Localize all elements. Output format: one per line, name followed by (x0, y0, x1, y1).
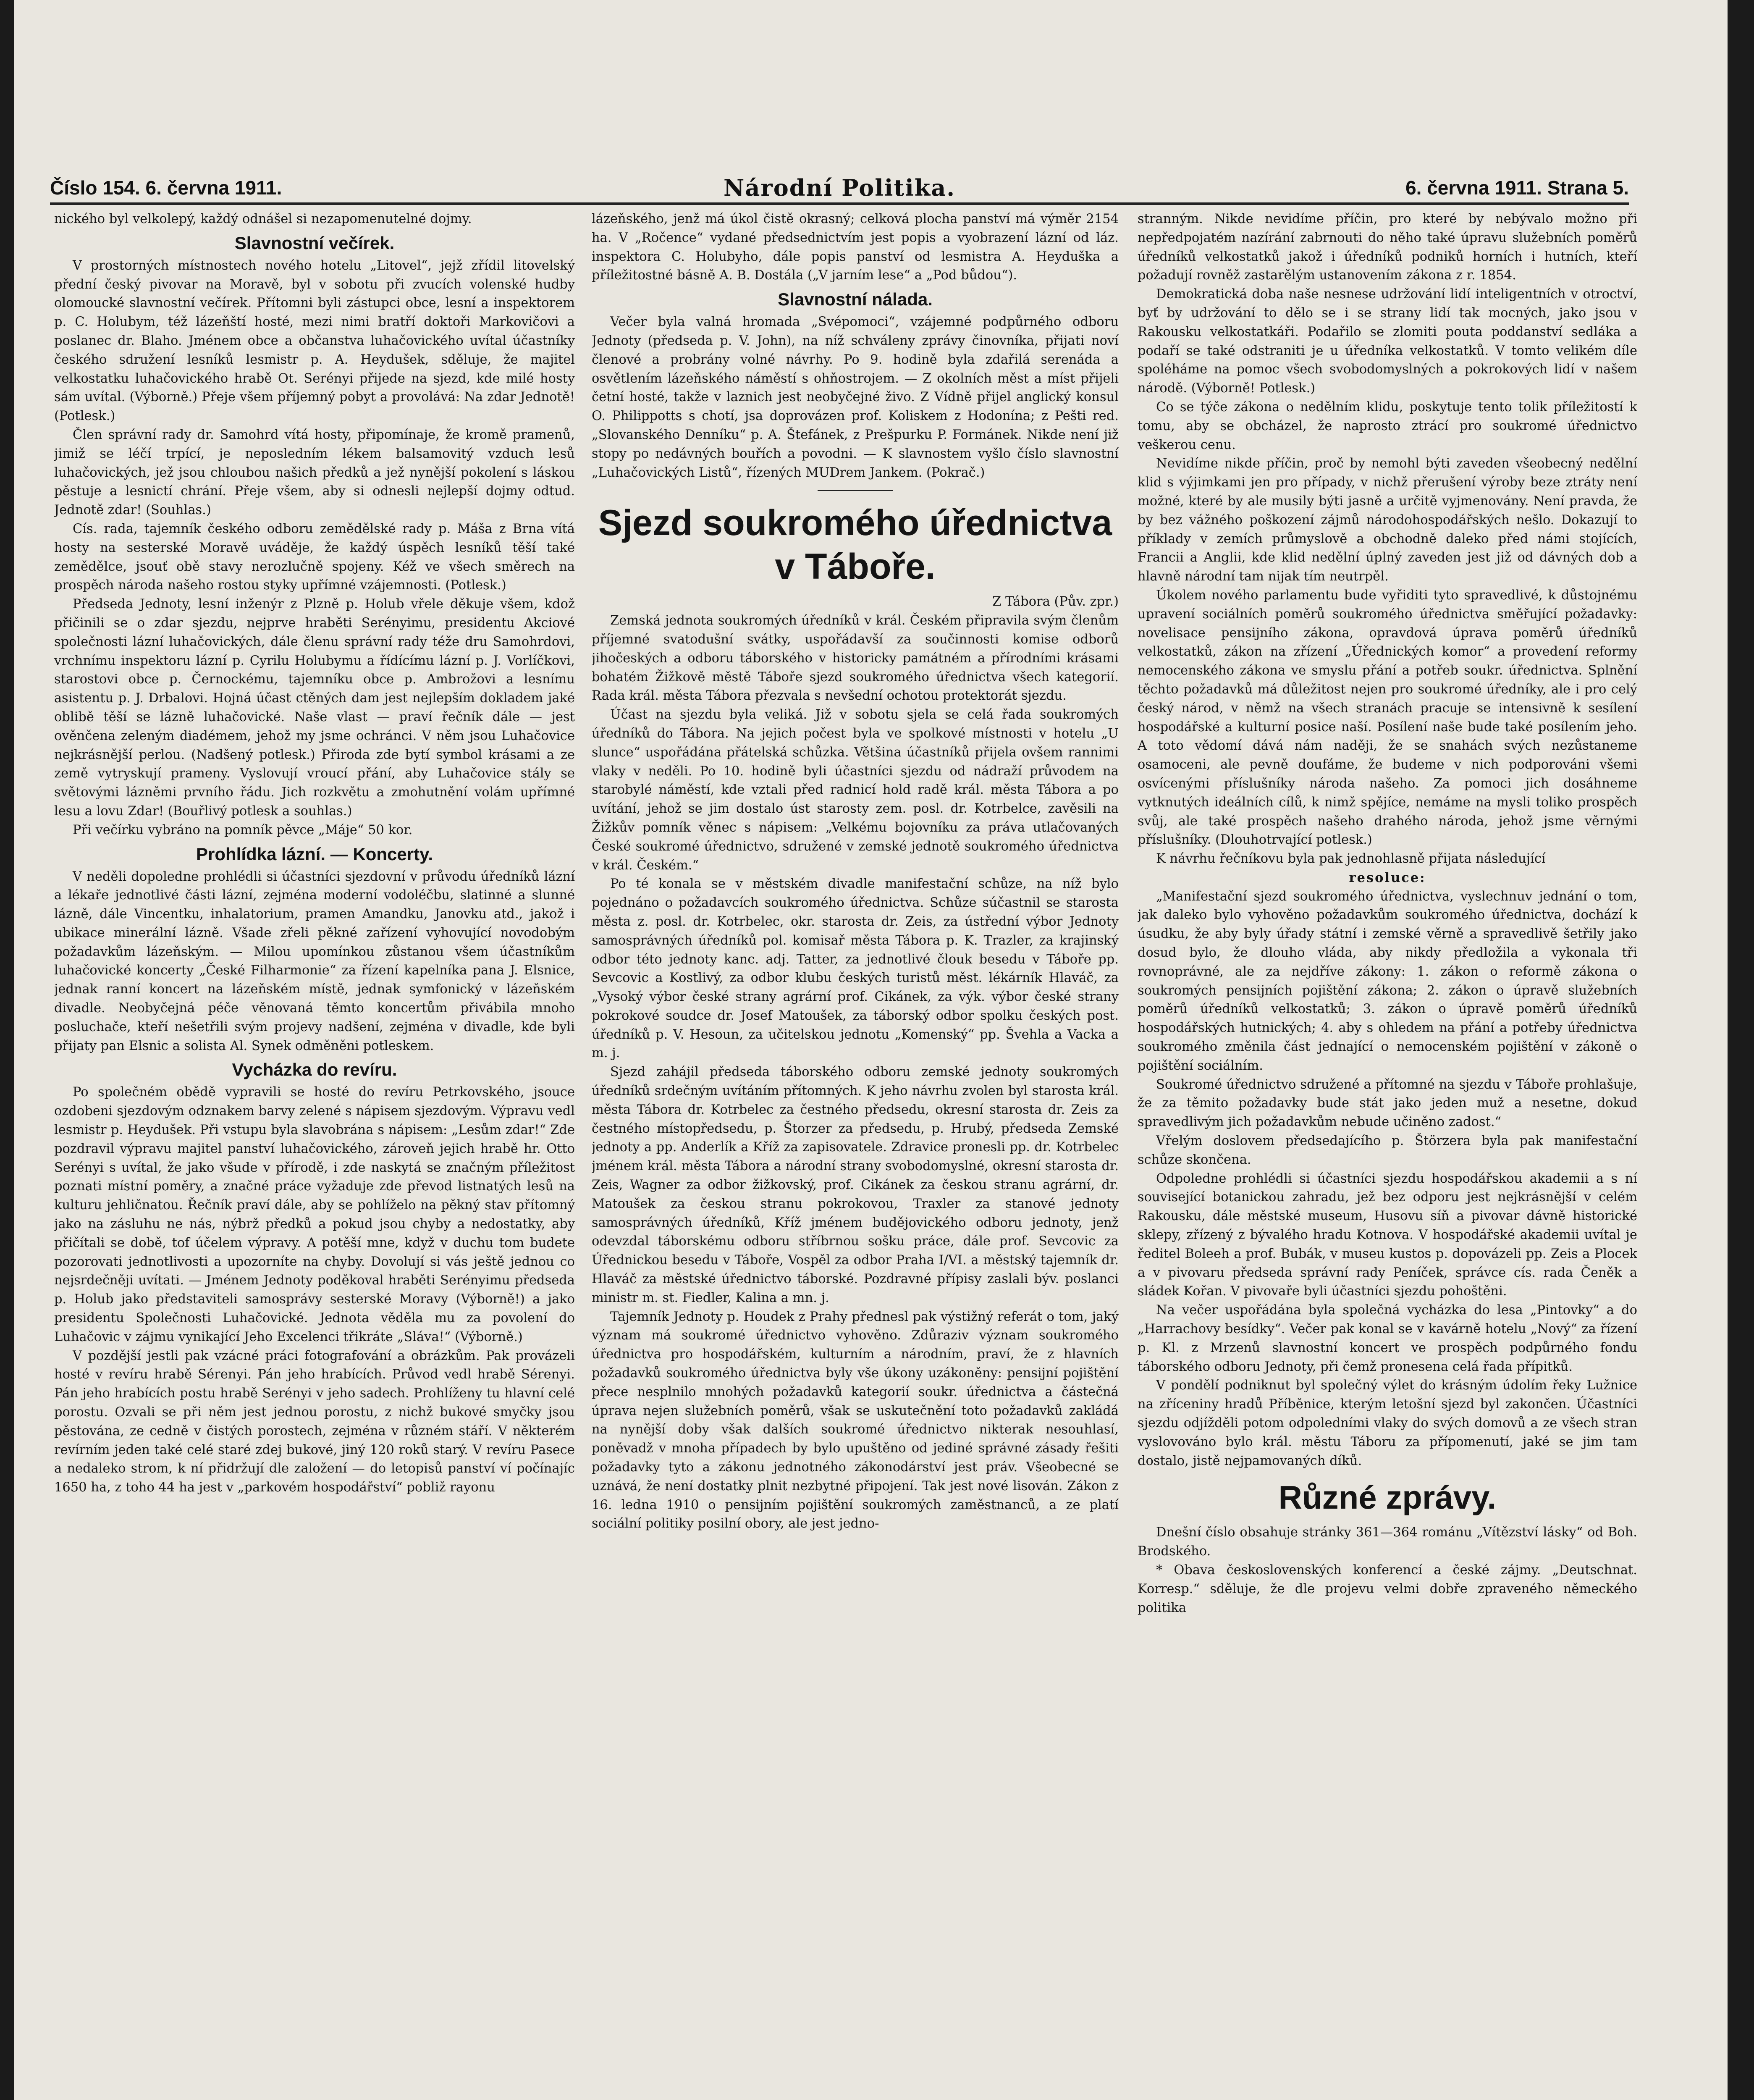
paragraph: V neděli dopoledne prohlédli si účastníci sjezdovní v průvodu úředníků lázní a lékaře jednotlivé části lázní, zejména moderní vodoléčbu, slatinné a slunné lázně, dále Vincentku, inhalatorium, pramen Amandku, Janovku atd., jakož i ubikace minerální lázně. Všade zřeli pěkné zařízení vyhovující novodobým požadavkům lázeňským. — Milou upomínkou zůstanou všem účastníkům luhačovické koncerty „České Filharmonie“ za řízení kapelníka pana J. Elsnice, jednak ranní koncert na lázeňském místě, jednak symfonický v lázeňském divadle. Neobyčejná péče věnovaná těmto koncertům přivábila mnoho posluchače, kteří nešetřili svým projevy nadšení, zejména v divadle, kde byli přijaty pan Elsnic a solista Al. Synek odměněni potleskem. (54, 869, 575, 1053)
paragraph: Účast na sjezdu byla veliká. Již v sobotu sjela se celá řada soukromých úředníků do Tábora. Na jejich počest byla ve spolkové místnosti v hotelu „U slunce“ uspořádána přátelská schůzka. Většina účastníků přijela ovšem rannimi vlaky v neděli. Po 10. hodině byli účastníci sjezdu od nádraží průvodem na starobylé náměstí, kde vztali před radnicí hold radě král. města Tábora a po uvítání, jehož se jim dostalo úst starosty zem. posl. dr. Kotrbelce, zavěsili na Žižkův pomník věnec s nápisem: „Velkému bojovníku za práva utlačovaných České soukromé úřednictvo, sdružené v zemské jednotě soukromého úřednictva v král. Českém.“ (592, 707, 1119, 873)
paragraph: Na večer uspořádána byla společná vycházka do lesa „Pintovky“ a do „Harrachovy besídky“. Večer pak konal se v kavárně hotelu „Nový“ za řízení p. Kl. z Mrzenů slavnostní koncert ve prospěch podpůrného fondu táborského odboru Jednoty, při čemž pronesena celá řada přípitků. (1138, 1303, 1637, 1374)
paragraph: Večer byla valná hromada „Svépomoci“, vzájemné podpůrného odboru Jednoty (předseda p. V. John), na níž schváleny zprávy činovníka, přijati noví členové a probrány volné návrhy. Po 9. hodině byla zdařilá serenáda a osvětlením lázeňského náměstí s ohňostrojem. — Z okolních měst a míst přijeli četní hosté, takže v laznich jest neobyčejné živo. Z Vídně přijel anglický konsul O. Philippotts s chotí, jsa doprovázen prof. Koliskem z Hodonína; z Pešti red. „Slovanského Denníku“ p. A. Štefánek, z Prešpurku P. Formánek. Nikde není již stopy po nedávných bouřích a povodni. — K slavnostem vyšlo číslo slavnostní „Luhačovických Listů“, řízených MUDrem Jankem. (Pokrač.) (592, 315, 1119, 480)
byline: Z Tábora (Pův. zpr.) (992, 594, 1119, 609)
masthead: Národní Politika. (723, 174, 955, 201)
paragraph: Úkolem nového parlamentu bude vyřiditi tyto spravedlivé, k důstojnému upravení sociálních poměrů soukromého úřednictva směřující požadavky: novelisace pensijního zákona, opravdová úprava poměrů úředníků velkostatků, zákon na zřízení „Úřednických komor“ a provedení reformy nemocenského zákona ve smyslu přání a potřeb soukr. úřednictva. Splnění těchto požadavků má důležitost nejen pro soukromé úředníky, ale i pro celý český národ, v němž na všech stranách pracuje se intensivně k sesílení hospodářské a kulturní posice naší. Posílení naše bude také posílením jeho. A toto vědomí dává nám naději, že se snahách svých nezůstaneme osamoceni, ale pevně doufáme, že budeme v nich podporováni všemi osvícenými příslušníky národa našeho. Za pomoci jich dosáhneme vytknutých ideálních cílů, k nimž spějíce, nemáme na mysli toliko prospěch svůj, ale také prospěch našeho drahého národa, jehož jsme věrnými příslušníky. (Dlouhotrvající potlesk.) (1138, 588, 1637, 848)
paragraph: Při večírku vybráno na pomník pěvce „Máje“ 50 kor. (73, 822, 413, 837)
section-heading: Slavnostní večírek. (234, 233, 395, 253)
article-title: Sjezd soukromého úřednictva v Táboře. (598, 503, 1112, 587)
section-heading: Slavnostní nálada. (778, 289, 933, 310)
paragraph: V pondělí podniknut byl společný výlet do krásným údolím řeky Lužnice na zříceniny hradů Příběnice, kterým letošní sjezd byl zakončen. Účastníci sjezdu odjížděli potom odpoledními vlaky do svých domovů a ze všech stran vyslovováno bylo král. městu Táboru za přípomenutí, jaké se jim tam dostalo, jistě nejpamovaných díků. (1138, 1378, 1637, 1468)
header-rule (50, 202, 1629, 205)
paragraph: Zemská jednota soukromých úředníků v král. Českém připravila svým členům příjemné svatodušní svátky, uspořádavší za součinnosti komise odborů jihočeských a odboru táborského v historicky památném a přírodními krásami bohatém Žižkově městě Táboře sjezd soukromého úřednictva všech kategorií. Rada král. města Tábora přezvala s nevšední ochotou protektorát sjezdu. (592, 613, 1119, 704)
paragraph: V pozdější jestli pak vzácné práci fotografování a obrázkům. Pak provázeli hosté v revíru hrabě Sérenyi. Pán jeho hrabících. Průvod vedl hrabě Sérenyi. Pán jeho hrabících postu hrabě Serényi v jeho sadech. Prohlíženy tu hlavní celé porostu. Ozvali se při něm jest jednou porostu, z nichž bukové smyčky jsou pěstována, ze cedně v čistých porostech, zejména v různém stáří. V některém revírním jeden také celé staré zdej bukové, jiný 120 roků starý. V revíru Pasece a nedaleko strom, k ní přidržují dle založení — do letopisů panství ví počínajíc 1650 ha, z toho 44 ha jest v „parkovém hospodářství“ pobliž rayonu (54, 1348, 575, 1495)
paragraph: Demokratická doba naše nesnese udržování lidí inteligentních v otroctví, byť by udržování to dělo se i se strany lidí tak mocných, jako jsou v Rakousku velkostatkáři. Podařilo se zlomiti pouta poddanství sedláka a podaří se také odstraniti je u úředníka velkostatků. V tomto velikém díle spoléháme na pomoc všech svobodomyslných a pokrokových lidí v našem národě. (Výborně! Potlesk.) (1138, 287, 1637, 396)
section-heading: Vycházka do revíru. (232, 1060, 397, 1080)
page-header (50, 168, 1629, 206)
paragraph: Co se týče zákona o nedělním klidu, poskytuje tento tolik příležitostí k tomu, aby se obcházel, že naprosto ztrácí pro soukromé úřednictvo veškerou cenu. (1138, 399, 1637, 452)
paragraph: Soukromé úřednictvo sdružené a přítomné na sjezdu v Táboře prohlašuje, že za těmito požadavky bude stát jako jeden muž a nesetne, dokud spravedlivým jich požadavkům nebude učiněno zadost.“ (1138, 1077, 1637, 1130)
paragraph: * Obava československých konferencí a české zájmy. „Deutschnat. Korresp.“ sděluje, že dle projevu velmi dobře zpraveného německého politika (1138, 1562, 1637, 1615)
date-page-right: 6. června 1911. Strana 5. (1405, 177, 1629, 199)
paragraph: Sjezd zahájil předseda táborského odboru zemské jednoty soukromých úředníků srdečným uvítáním přítomných. K jeho návrhu zvolen byl starosta král. města Tábora dr. Kotrbelec za čestného předsedu, okresní starosta dr. Zeis za čestného místopředsedu, p. Štorzer za předsedu, p. Hrubý, předseda Zemské jednoty a pp. Anderlík a Kříž za zapisovatele. Zdravice pronesli pp. dr. Kotrbelec jménem král. města Tábora a národní strany svobodomyslné, okresní starosta dr. Zeis, Wagner za odbor žižkovský, prof. Cikánek za českou stranu agrární, dr. Matoušek za českou stranu pokrokovou, Traxler za stanové jednoty samosprávných úředníků, Kříž jménem budějovického odboru jednoty, jenž odevzdal táborskému odboru stříbrnou sošku práce, dále prof. Sevcovic za Úřednickou besedu v Táboře, Vospěl za odbor Praha I/VI. a městský tajemník dr. Hlaváč za městské úřednictvo táborské. Pozdravné přípisy zaslali býv. poslanci ministr m. st. Fiedler, Kalina a mn. j. (592, 1065, 1119, 1305)
paragraph: lázeňského, jenž má úkol čistě okrasný; celková plocha panství má výměr 2154 ha. V „Ročence“ vydané předsednictvím jest popis a vyobrazení lázní od láz. inspektora C. Holubyho, dále popis panství od lesmistra A. Heyduška a příležitostné básně A. B. Dostála („V jarním lese“ a „Pod bůdou“). (592, 212, 1119, 283)
paragraph: Po společném obědě vypravili se hosté do revíru Petrkovského, jsouce ozdobeni sjezdovým odznakem barvy zelené s nápisem sjezdovým. Výpravu vedl lesmistr p. Heydušek. Při vstupu byla slavobrána s nápisem: „Lesům zdar!“ Zde pozdravil výpravu majitel panství luhačovického, zároveň jejich hrabě hr. Otto Serényi s uvítal, že jako všude v přírodě, i zde naskytá se značným příležitost poznati místní poměry, a značné práce vyžaduje zde převod listnatých lesů na kulturu jehličnatou. Řečník praví dále, aby se pohlíželo na pěkný stav přítomný jako na zásluhu ne nás, nýbrž předků a pokud jsou chyby a nedostatky, aby přičítali se době, tof účelem výpravy. A potěší mne, když v duchu tom budete pozorovati jednotlivosti a upozorníte na chyby. Dovolují si vás ještě jednou co nejsrdečněji uvítati. — Jménem Jednoty poděkoval hraběti Serényimu předseda p. Holub jako představiteli samosprávy sesterské Moravy (Výborně!) a jako presidentu Společnosti Luhačovické. Jednota věděla mu za povolení do Luhačovic v zájmu vynikající Jeho Excelenci třikráte „Sláva!“ (Výborně.) (54, 1085, 575, 1344)
section-heading: Prohlídka lázní. — Koncerty. (196, 844, 433, 864)
column-2 (592, 210, 1119, 2100)
newspaper-page (14, 0, 1728, 2100)
paragraph: V prostorných místnostech nového hotelu „Litovel“, jejž zřídil litovelský přední český pivovar na Moravě, byl v sobotu při zvucích volenské hudby olomoucké slavnostní večírek. Přítomni byli zástupci obce, lesní a inspektorem p. C. Holubym, též lázeňští hosté, mezi nimi bratří doktoři Markovičovi a poslanec dr. Blaho. Jménem obce a občanstva luhačovického uvítal účastníky českého sdružení lesníků lesmistr p. A. Heydušek, sděluje, že majitel velkostatku luhačovického hrabě Ot. Serényi přijede na sjezd, kde milé hosty sám uvítal. (Výborně.) Přeje všem příjemný pobyt a provolává: Na zdar Jednotě! (Potlesk.) (54, 258, 575, 424)
divider (818, 490, 893, 491)
paragraph: Po té konala se v městském divadle manifestační schůze, na níž bylo pojednáno o požadavcích soukromého úřednictva. Schůze súčastnil se starosta města z. posl. dr. Kotrbelec, okr. starosta dr. Zeis, za ústřední výbor Jednoty samosprávných úředníků pol. komisař města Tábora p. K. Trazler, za krajinský odbor této jednoty kanc. adj. Tatter, za jednotlivé člouk besedu v Táboře pp. Sevcovic a Kostlivý, za odbor klubu českých turistů měst. lékárník Hlaváč, za „Vysoký výbor české strany agrární prof. Cikánek, za výk. výbor české strany pokrokové soudce dr. Josef Matoušek, za táborský odbor spolku českých post. úředníků p. V. Hesoun, za učitelskou jednotu „Komenský“ pp. Švehla a Vacka a m. j. (592, 877, 1119, 1061)
paragraph: K návrhu řečníkovu byla pak jednohlasně přijata následující (1156, 851, 1546, 866)
paragraph: Nevidíme nikde příčin, proč by nemohl býti zaveden všeobecný nedělní klid s výjimkami jen pro případy, v nichž přerušení výroby beze ztráty není možné, které by ale musily býti jasně a určitě vyjmenovány. Není pravda, že by bez vážného poškození zájmů národohospodářských nešlo. Dokazují to příklady v zemích průmyslově a obchodně daleko před námi stojících, Francii a Anglii, kde klid nedělní úplný zaveden jest již od dávných dob a hlavně národní tam nijak tím neutrpěl. (1138, 456, 1637, 584)
resolution-heading: resoluce: (1349, 870, 1426, 885)
paragraph: Odpoledne prohlédli si účastníci sjezdu hospodářskou akademii a s ní související botanickou zahradu, jež bez odporu jest nejkrásnější v celém Rakousku, dále městské museum, Husovu síň a pivovar dávně historické sklepy, zřízený z bývalého hradu Kotnova. V hospodářské akademii uvítal je ředitel Boleeh a prof. Bubák, v museu kustos p. dopovázeli pp. Zeis a Plocek a v pivovaru předseda správní rady Peníček, správce cís. rada Čeněk a sládek Kořan. V pivovaře byli účastníci sjezdu pohoštěni. (1138, 1171, 1637, 1299)
section-title: Různé zprávy. (1278, 1479, 1497, 1516)
paragraph: Vřelým doslovem předsedajícího p. Štörzera byla pak manifestační schůze skončena. (1138, 1134, 1637, 1167)
paragraph: stranným. Nikde nevidíme příčin, pro které by nebývalo možno při nepředpojatém nazírání zabrnouti do něho také úpravu služebních poměrů úředníků velkostatků jakož i úředníků podniků horních i hutních, kteří požadují rovněž zastarělým ustanovením zákona z r. 1854. (1138, 212, 1637, 283)
paragraph: Cís. rada, tajemník českého odboru zemědělské rady p. Máša z Brna vítá hosty na sesterské Moravě uváděje, že každý úspěch lesníků těší také zemědělce, jsouť obě stavy nerozlučně spojeny. Kéž ve všech směrech na prospěch národa našeho rostou styky upřímné vzájemnosti. (Potlesk.) (54, 521, 575, 593)
paragraph: „Manifestační sjezd soukromého úřednictva, vyslechnuv jednání o tom, jak daleko bylo vyhověno požadavkům soukromého úřednictva, dochází k úsudku, že aby byly úřady státní i zemské věrně a spravedlivě šetřily jako dosud bylo, že dlouho vláda, aby nikdy předložila a vykonala tři rovnoprávné, ale za nejdříve zákony: 1. zákon o reformě zákona o soukromých pensijních pojištění zákona; 2. zákon o úpravě služebních poměrů úředníků velkostatků; 3. zákon o úpravě poměrů úředníků hospodářských hutnických; 4. aby s ohledem na přání a potřeby úřednictva soukromého změnila část jednající o nemocenském pojištění v zákoně o pojištění sociálním. (1138, 889, 1637, 1073)
issue-date-left: Číslo 154. 6. června 1911. (50, 177, 282, 199)
paragraph: Dnešní číslo obsahuje stránky 361—364 románu „Vítězství lásky“ od Boh. Brodského. (1138, 1525, 1637, 1559)
paragraph: Tajemník Jednoty p. Houdek z Prahy přednesl pak výstižný referát o tom, jaký význam má soukromé úřednictvo vyhověno. Zdůraziv význam soukromého úřednictva pro hospodářském, kulturním a národním, praví, že z hlavních požadavků soukromého úřednictva byly vše úkony uzákoněny: pensijní pojištění přece nesplnilo mnohých požadavků kategorií soukr. úřednictva a částečná úprava nejen služebních poměrů, však se uskutečnění toto požadavků zakládá na nynější doby však dalších soukromé úřednictvo nikterak nesouhlasí, poněvadž v mnoha případech by bylo upuštěno od jediné správné zásady řešiti požadavky tyto a zákonu jednotného zákonodárství jest práv. Všeobecné se uznává, že není dostatky plnit nezbytné připojení. Tak jest nové lisován. Zákon z 16. ledna 1910 o pensijním pojištění soukromých zaměstnanců, a ze platí sociální politiky posilní obory, ale jest jedno- (592, 1309, 1119, 1531)
paragraph: nického byl velkolepý, každý odnášel si nezapomenutelné dojmy. (54, 212, 472, 226)
column-3 (1138, 210, 1637, 2100)
column-1 (54, 210, 575, 2100)
paragraph: Předseda Jednoty, lesní inženýr z Plzně p. Holub vřele děkuje všem, kdož přičinili se o zdar sjezdu, nejprve hraběti Serényimu, presidentu Akciové společnosti lázní luhačovických, dále členu správní rady téže dru Samohrdovi, vrchnímu inspektoru lázní p. Cyrilu Holubymu a řídícímu lázní p. J. Vorlíčkovi, starostovi obce p. Černockému, tajemníku obce p. Ambrožovi a lesnímu asistentu p. J. Drbalovi. Hojná účast ctěných dam jest nejlepším dokladem jaké oblibě těší se lázně luhačovické. Naše vlast — praví řečník dále — jest ověnčena zeleným diadémem, jehož my jsme ochránci. V něm jsou Luhačovice nejkrásnější perlou. (Nadšený potlesk.) Přiroda zde bytí symbol krásami a ze země vytryskují prameny. Vyslovují vroucí přání, aby Luhačovice stály se světovými lázněmi prvního řádu. Jich rozkvětu a zmohutnění volám upřímné lesu a lovu Zdar! (Bouřlivý potlesk a souhlas.) (54, 597, 575, 819)
paragraph: Člen správní rady dr. Samohrd vítá hosty, připomínaje, že kromě pramenů, jimiž se léčí trpící, je neposledním lékem balsamovitý vzduch lesů luhačovických, jež jsou chloubou našich předků a jež nynější pokolení s láskou pěstuje a lesnictí chrání. Přeje všem, aby si odnesli nejlepší dojmy odtud. Jednotě zdar! (Souhlas.) (54, 427, 575, 518)
